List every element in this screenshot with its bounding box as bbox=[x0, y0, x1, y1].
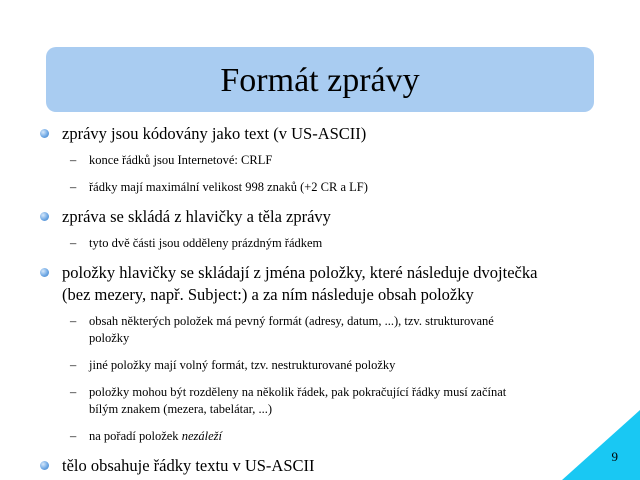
bullet-icon bbox=[40, 461, 49, 470]
sub-bullet-text: tyto dvě části jsou odděleny prázdným řádkem bbox=[89, 236, 323, 250]
sub-bullet-text bbox=[89, 384, 589, 418]
sub-bullet-text-line: položky mohou být rozděleny na několik řádek, pak pokračující řádky musí začínat bbox=[89, 385, 507, 399]
dash-icon: – bbox=[70, 385, 77, 399]
sub-bullet-text: jiné položky mají volný formát, tzv. nestrukturované položky bbox=[89, 358, 396, 372]
dash-icon: – bbox=[70, 429, 77, 443]
bullet-text-line: položky hlavičky se skládají z jména položky, které následuje dvojtečka bbox=[62, 263, 538, 282]
dash-icon: – bbox=[70, 314, 77, 328]
page-number: 9 bbox=[611, 449, 618, 464]
corner-decoration bbox=[562, 410, 640, 480]
dash-icon: – bbox=[70, 180, 77, 194]
bullet-text bbox=[62, 262, 602, 306]
sub-bullet-text-line: položky bbox=[89, 331, 130, 345]
sub-bullet-text-line: obsah některých položek má pevný formát (adresy, datum, ...), tzv. strukturované bbox=[89, 314, 494, 328]
bullet-icon bbox=[40, 129, 49, 138]
dash-icon: – bbox=[70, 153, 77, 167]
sub-bullet-text: konce řádků jsou Internetové: CRLF bbox=[89, 153, 273, 167]
sub-bullet-prefix: na pořadí položek bbox=[89, 429, 182, 443]
sub-bullet-text bbox=[89, 428, 589, 445]
slide-title: Formát zprávy bbox=[220, 61, 420, 99]
sub-bullet-text: řádky mají maximální velikost 998 znaků (+2 CR a LF) bbox=[89, 180, 368, 194]
bullet-icon bbox=[40, 212, 49, 221]
bullet-text: zpráva se skládá z hlavičky a těla zprávy bbox=[62, 207, 331, 226]
bullet-icon bbox=[40, 268, 49, 277]
dash-icon: – bbox=[70, 358, 77, 372]
sub-bullet-text-line: bílým znakem (mezera, tabelátar, ...) bbox=[89, 402, 273, 416]
bullet-text: zprávy jsou kódovány jako text (v US-ASCII) bbox=[62, 124, 367, 143]
sub-bullet-text bbox=[89, 313, 589, 347]
dash-icon: – bbox=[70, 236, 77, 250]
bullet-text-line: (bez mezery, např. Subject:) a za ním následuje obsah položky bbox=[62, 285, 474, 304]
sub-bullet-emphasis: nezáleží bbox=[181, 429, 222, 443]
bullet-text: tělo obsahuje řádky textu v US-ASCII bbox=[62, 456, 315, 475]
